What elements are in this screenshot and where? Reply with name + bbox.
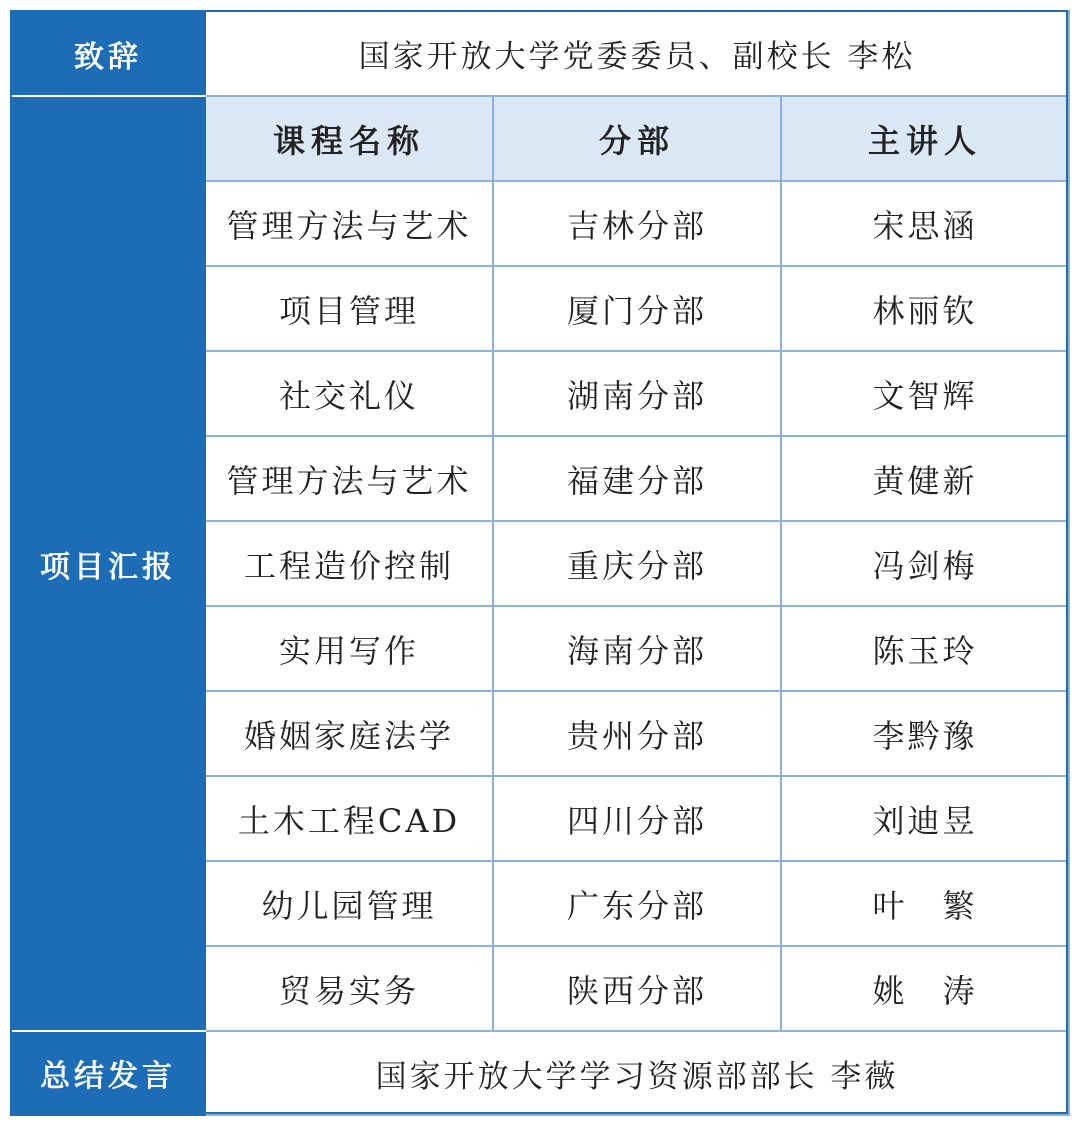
header-speaker: 主讲人 <box>781 96 1069 181</box>
speaker-cell: 冯剑梅 <box>781 521 1069 606</box>
branch-cell: 海南分部 <box>493 606 781 691</box>
branch-cell: 广东分部 <box>493 861 781 946</box>
course-cell: 工程造价控制 <box>205 521 493 606</box>
speaker-cell: 宋思涵 <box>781 181 1069 266</box>
summary-content: 国家开放大学学习资源部部长 李薇 <box>205 1031 1069 1115</box>
course-cell: 实用写作 <box>205 606 493 691</box>
course-cell: 土木工程CAD <box>205 776 493 861</box>
speaker-cell: 黄健新 <box>781 436 1069 521</box>
report-label: 项目汇报 <box>11 96 205 1031</box>
speaker-cell: 姚 涛 <box>781 946 1069 1031</box>
speaker-cell: 文智辉 <box>781 351 1069 436</box>
course-cell: 贸易实务 <box>205 946 493 1031</box>
agenda-table <box>10 10 1070 1116</box>
speaker-cell: 李黔豫 <box>781 691 1069 776</box>
welcome-content: 国家开放大学党委委员、副校长 李松 <box>205 11 1069 96</box>
course-cell: 社交礼仪 <box>205 351 493 436</box>
agenda-table-frame <box>10 10 1068 1114</box>
course-cell: 管理方法与艺术 <box>205 181 493 266</box>
welcome-row <box>11 11 1069 96</box>
course-cell: 婚姻家庭法学 <box>205 691 493 776</box>
branch-cell: 陕西分部 <box>493 946 781 1031</box>
summary-row <box>11 1031 1069 1115</box>
branch-cell: 四川分部 <box>493 776 781 861</box>
speaker-cell: 叶 繁 <box>781 861 1069 946</box>
speaker-cell: 林丽钦 <box>781 266 1069 351</box>
header-course: 课程名称 <box>205 96 493 181</box>
branch-cell: 福建分部 <box>493 436 781 521</box>
branch-cell: 重庆分部 <box>493 521 781 606</box>
course-cell: 管理方法与艺术 <box>205 436 493 521</box>
speaker-cell: 刘迪昱 <box>781 776 1069 861</box>
branch-cell: 湖南分部 <box>493 351 781 436</box>
welcome-label: 致辞 <box>11 11 205 96</box>
course-cell: 项目管理 <box>205 266 493 351</box>
branch-cell: 贵州分部 <box>493 691 781 776</box>
course-cell: 幼儿园管理 <box>205 861 493 946</box>
header-branch: 分部 <box>493 96 781 181</box>
branch-cell: 厦门分部 <box>493 266 781 351</box>
speaker-cell: 陈玉玲 <box>781 606 1069 691</box>
summary-label: 总结发言 <box>11 1031 205 1115</box>
branch-cell: 吉林分部 <box>493 181 781 266</box>
report-header-row <box>11 96 1069 181</box>
